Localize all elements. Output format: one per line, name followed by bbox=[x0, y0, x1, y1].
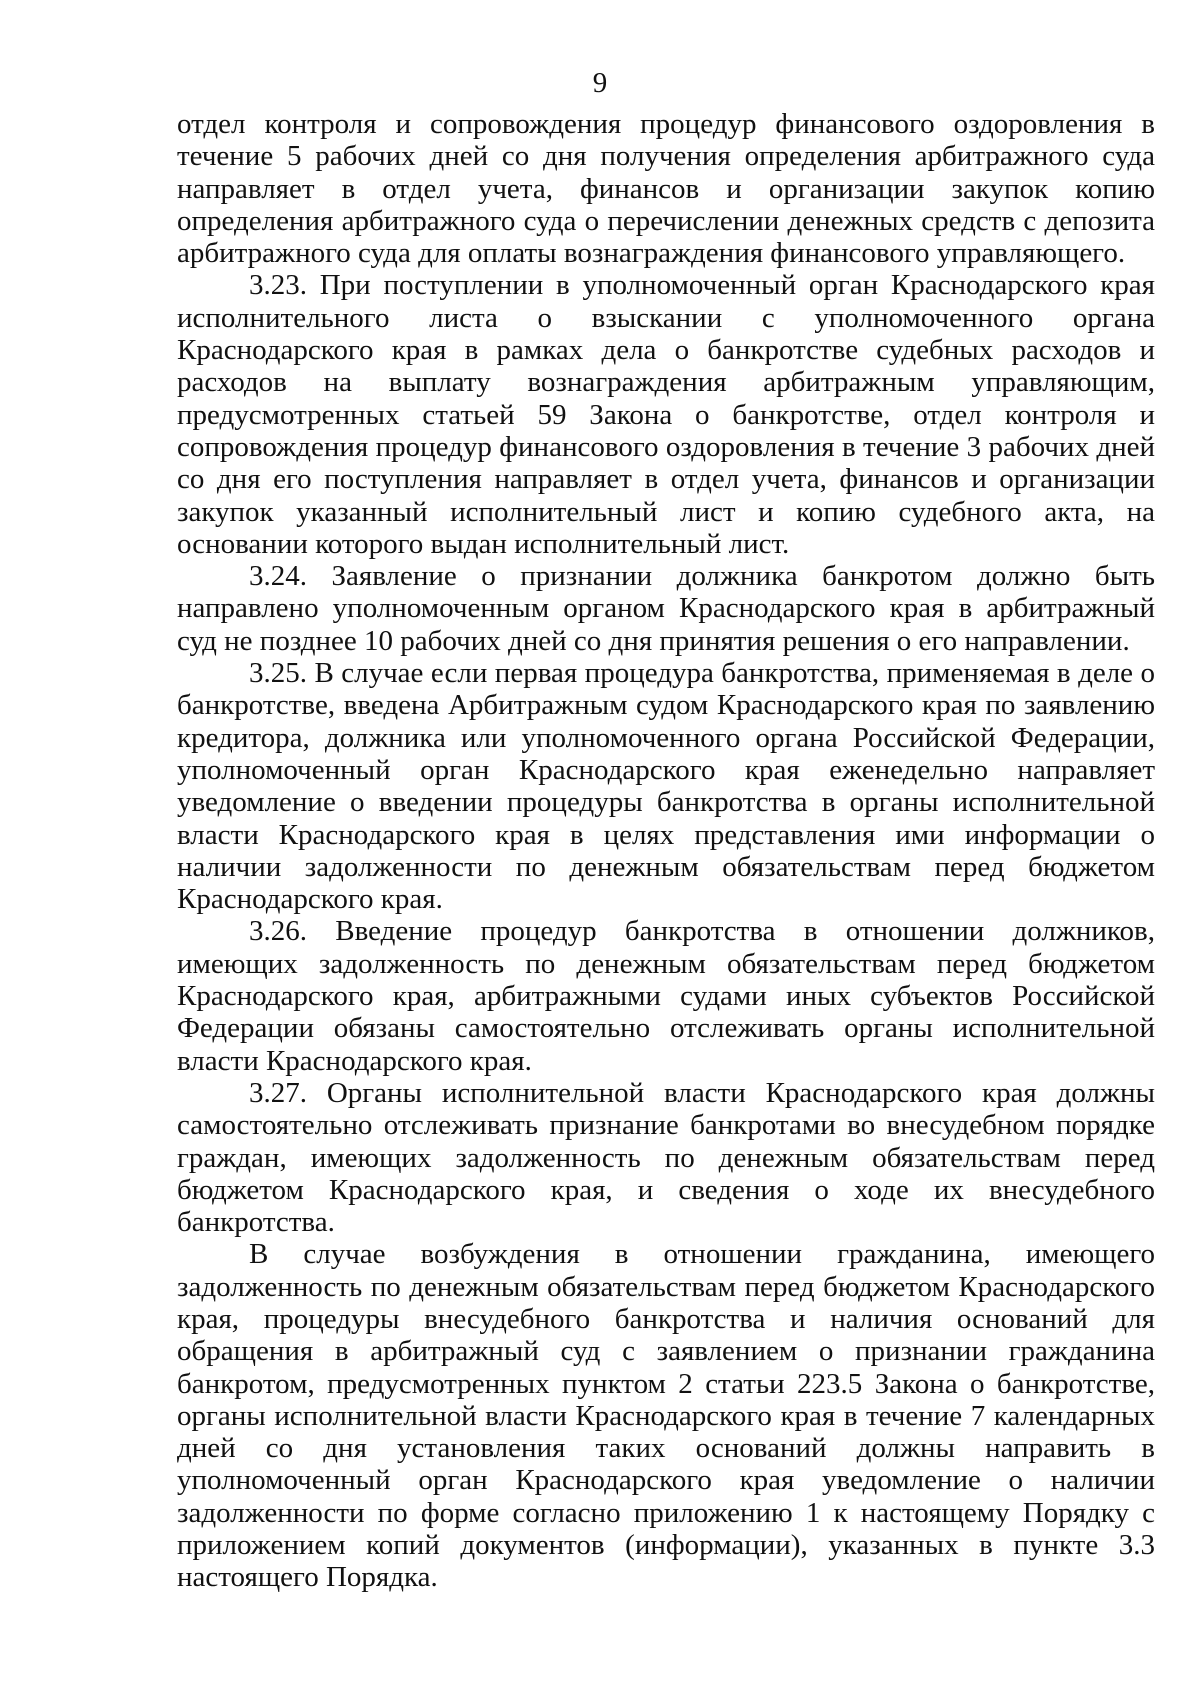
paragraph-continuation: отдел контроля и сопровождения процедур финансового оздоровления в течение 5 рабочих дней со дня получения определения арбитражного суда направляет в отдел учета, финансов и организации закупок копию определения арбитражного суда о перечислении денежных средств с депозита арбитражного суда для оплаты вознаграждения финансового управляющего. bbox=[177, 108, 1155, 270]
document-body bbox=[177, 108, 1155, 1594]
page-number: 9 bbox=[592, 67, 608, 99]
paragraph-3-24: 3.24. Заявление о признании должника банкротом должно быть направлено уполномоченным органом Краснодарского края в арбитражный суд не позднее 10 рабочих дней со дня принятия решения о его направлении. bbox=[177, 560, 1155, 657]
paragraph-3-26: 3.26. Введение процедур банкротства в отношении должников, имеющих задолженность по денежным обязательствам перед бюджетом Краснодарского края, арбитражными судами иных субъектов Российской Федерации обязаны самостоятельно отслеживать органы исполнительной власти Краснодарского края. bbox=[177, 915, 1155, 1077]
paragraph-3-27-case: В случае возбуждения в отношении гражданина, имеющего задолженность по денежным обязательствам перед бюджетом Краснодарского края, процедуры внесудебного банкротства и наличия оснований для обращения в арбитражный суд с заявлением о признании гражданина банкротом, предусмотренных пунктом 2 статьи 223.5 Закона о банкротстве, органы исполнительной власти Краснодарского края в течение 7 календарных дней со дня установления таких оснований должны направить в уполномоченный орган Краснодарского края уведомление о наличии задолженности по форме согласно приложению 1 к настоящему Порядку с приложением копий документов (информации), указанных в пункте 3.3 настоящего Порядка. bbox=[177, 1238, 1155, 1594]
paragraph-3-25: 3.25. В случае если первая процедура банкротства, применяемая в деле о банкротстве, введена Арбитражным судом Краснодарского края по заявлению кредитора, должника или уполномоченного органа Российской Федерации, уполномоченный орган Краснодарского края еженедельно направляет уведомление о введении процедуры банкротства в органы исполнительной власти Краснодарского края в целях представления ими информации о наличии задолженности по денежным обязательствам перед бюджетом Краснодарского края. bbox=[177, 657, 1155, 916]
paragraph-3-23: 3.23. При поступлении в уполномоченный орган Краснодарского края исполнительного листа о взыскании с уполномоченного органа Краснодарского края в рамках дела о банкротстве судебных расходов и расходов на выплату вознаграждения арбитражным управляющим, предусмотренных статьей 59 Закона о банкротстве, отдел контроля и сопровождения процедур финансового оздоровления в течение 3 рабочих дней со дня его поступления направляет в отдел учета, финансов и организации закупок указанный исполнительный лист и копию судебного акта, на основании которого выдан исполнительный лист. bbox=[177, 269, 1155, 560]
paragraph-3-27: 3.27. Органы исполнительной власти Краснодарского края должны самостоятельно отслеживать признание банкротами во внесудебном порядке граждан, имеющих задолженность по денежным обязательствам перед бюджетом Краснодарского края, и сведения о ходе их внесудебного банкротства. bbox=[177, 1076, 1155, 1239]
